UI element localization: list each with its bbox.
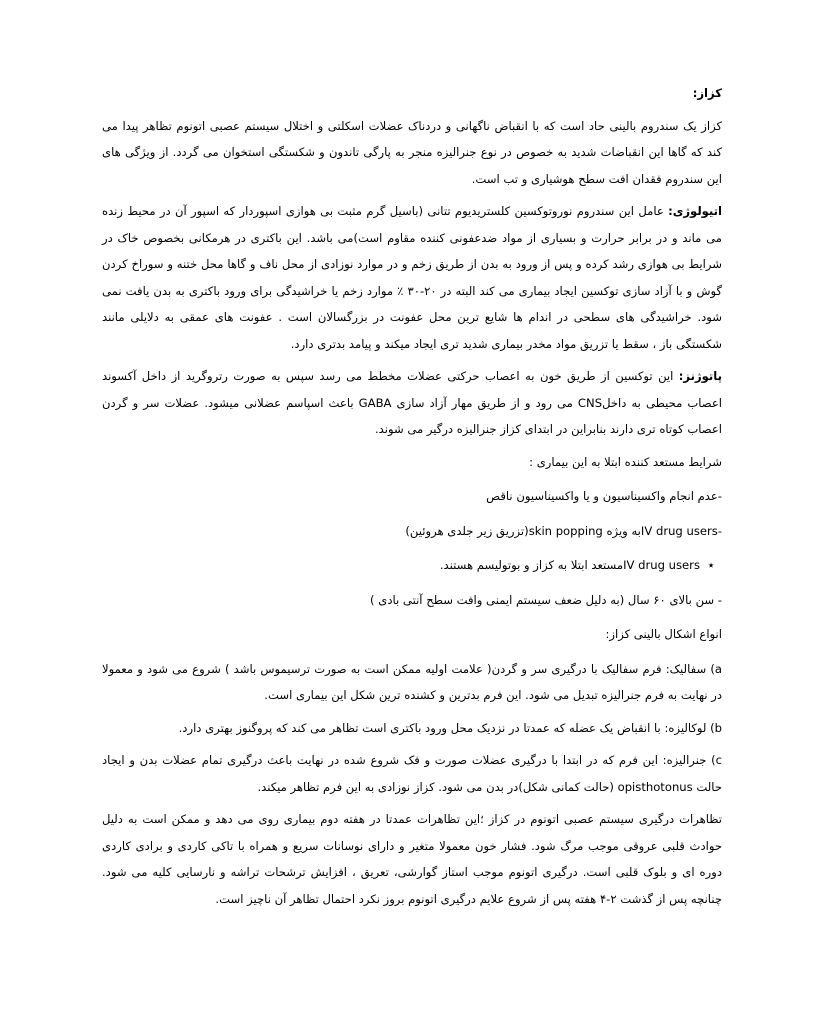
page-title: کزاز: [692,86,722,100]
etiology-paragraph [102,198,722,357]
ivdu-term: IV drug users [640,523,718,538]
cns-term: CNS [577,395,603,410]
risk-item-ivdu-skin-popping [102,518,722,545]
autonomic-paragraph: تظاهرات درگیری سیستم عصبی اتونوم در کزاز ؛این تظاهرات عمدتا در هفته دوم بیماری روی می دهد و ممکن است به دلیل حوادث قلبی عروقی موجب مرگ شود. فشار خون معمولا متغیر و دارای نوسانات سریع و همراه با تاکی کاردی و برادی کاردی دوره ای و بلوک قلبی است. درگیری اتونوم موجب استاز گوارشی، تعریق ، افزایش ترشحات تراشه و نارسایی کلیه می شود. چنانچه پس از گذشت ۲-۴ هفته پس از شروع علایم درگیری اتونوم بروز نکرد احتمال تظاهر آن ناچیز است. [102,812,722,906]
pathogenesis-text-1: این توکسین از طریق خون به اعصاب حرکتی عضلات مخطط می رسد سپس به صورت رتروگرید از داخل آکسوند اعصاب محیطی به داخل [102,369,722,410]
opisthotonus-term: opisthotonus [617,779,693,794]
form-c-letter: c [715,753,722,767]
pathogenesis-text-2: می رود و از طریق مهار آزاد سازی [391,395,578,410]
pathogenesis-paragraph [102,363,722,443]
risk-item-prefix: - [717,523,722,538]
risk-heading: شرایط مستعد کننده ابتلا به این بیماری : [529,454,722,469]
etiology-text: عامل این سندروم نوروتوکسین کلستریدیوم تتانی (باسیل گرم مثبت بی هوازی اسپوردار که اسپور آن در محیط زنده می ماند و در برابر حرارت و بسیاری از مواد ضدعفونی کننده مقاوم است)می باشد. این باکتری در هرمکانی بخصوص خاک در شرایط بی هوازی رشد کرده و پس از ورود به بدن از طریق زخم و در موارد نوزادی از محل ناف و گاها محل ختنه و سوراخ کردن گوش و با آزاد سازی توکسین ایجاد بیماری می کند البته در ۲۰-۳۰ ٪ موارد زخم یا خراشیدگی برای ورود باکتری به بدن یافت نمی شود. خراشیدگی های سطحی در اندام ها شایع ترین محل عفونت در بزرگسالان است . عفونت های عمقی به دلایلی مانند شکستگی باز ، سقط یا تزریق مواد مخدر بیماری شدید تری ایجاد میکند و پیامد بدتری دارد. [102,204,722,351]
pathogenesis-text-3: باعث اسپاسم عضلانی میشود. عضلات سر و گردن اعصاب کوتاه تری دارند بنابراین در ابتدای کزاز جنرالیزه درگیر می شوند. [102,395,722,436]
skin-popping-term: skin popping [528,523,603,538]
form-a-cephalic [102,656,722,709]
forms-heading: انواع اشکال بالینی کزاز: [605,627,722,641]
ivdu-term-2: IV drug users [623,558,700,572]
form-a-text: ) سفالیک: فرم سفالیک با درگیری سر و گردن( علامت اولیه ممکن است به صورت ترسیموس باشد ) شروع می شود و معمولا در نهایت به فرم جنرالیزه تبدیل می شود. این فرم بدترین و کشنده ترین شکل این بیماری است. [102,661,722,702]
risk-item-botulism-text: مستعد ابتلا به کزاز و بوتولیسم هستند. [439,558,624,572]
risk-item-end: (تزریق زیر جلدی هروئین) [405,523,529,538]
form-c-generalized [102,747,722,800]
pathogenesis-label: پاتوژنز: [678,369,722,383]
form-a-letter: a [714,661,722,676]
intro-paragraph: کزاز یک سندروم بالینی حاد است که با انقباض ناگهانی و دردناک عضلات اسکلتی و اختلال سیستم عصبی اتونوم تظاهر پیدا می کند که گاها این انقباضات شدید به خصوص در نوع جنرالیزه منجر به پارگی تاندون و شکستگی استخوان می گردد. از ویژگی های این سندروم فقدان افت سطح هوشیاری و تب است. [102,118,722,186]
risk-item-ivdu-botulism [102,552,722,579]
gaba-term: GABA [358,395,392,410]
risk-item-vaccination: -عدم انجام واکسیناسیون و یا واکسیناسیون ناقص [486,489,722,503]
asterisk-bullet-icon: ٭ [707,558,715,572]
risk-item-mid: به ویژه [602,523,641,538]
form-c-text-1: ) جنرالیزه: این فرم که در ابتدا با درگیری عضلات صورت و فک شروع شده در نهایت باعث درگیری تمام عضلات بدن و ایجاد حالت [102,753,722,794]
risk-item-age: - سن بالای ۶۰ سال (به دلیل ضعف سیستم ایمنی وافت سطح آنتی بادی ) [370,592,722,607]
etiology-label: اتیولوژی: [668,204,722,218]
form-b-text: ) لوکالیزه: با انقباض یک عضله که عمدتا در نزدیک محل ورود باکتری است تظاهر می کند که پروگنوز بهتری دارد. [178,720,715,735]
form-c-text-2: (حالت کمانی شکل)در بدن می شود. کزاز نوزادی به این فرم تظاهر میکند. [257,779,618,794]
form-b-localized [102,715,722,742]
form-b-letter: b [714,720,722,735]
